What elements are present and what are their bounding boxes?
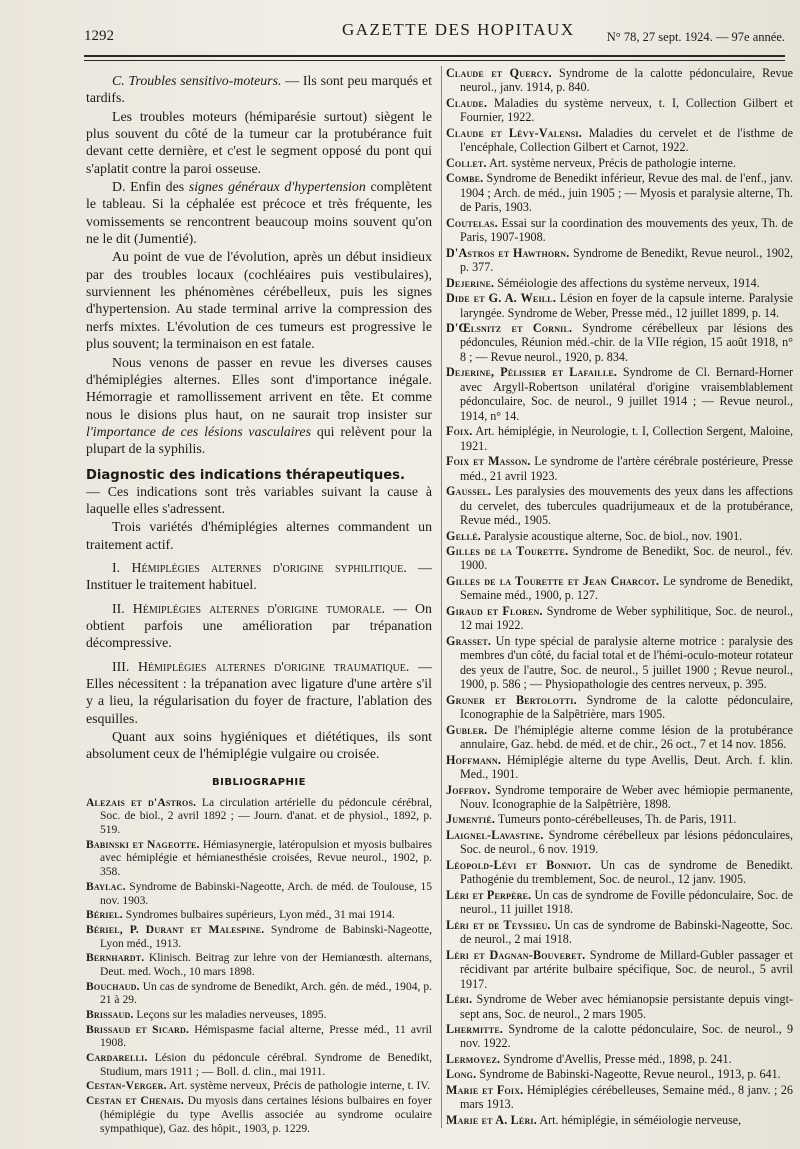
bibliography-entry — [446, 66, 793, 95]
reference-author: Marie et Foix. — [446, 1082, 524, 1097]
reference-author: Gruner et Bertolotti. — [446, 692, 577, 707]
reference-author: Marie et A. Léri. — [446, 1112, 537, 1127]
reference-author: Léri et Perpère. — [446, 887, 532, 902]
reference-text: Syndrome de la calotte pédonculaire, Iconographie de la Salpêtrière, mars 1905. — [460, 692, 793, 722]
paragraph-motor-troubles: Les troubles moteurs (hémiparésie surtout) siègent le plus souvent du côté de la tumeur car la protubérance fuit devant cette dernière, et c'est le segment opposé du pont qui s'aplatit contre la paroi osseuse. — [86, 108, 432, 176]
reference-author: Léri et de Teyssieu. — [446, 917, 551, 932]
bibliography-entry — [446, 246, 793, 275]
bibliography-entry — [446, 828, 793, 857]
reference-text: Syndrome de Millard-Gubler passager et récidivant par artérite bulbaire spécifique, Soc. de neurol., 5 avril 1917. — [460, 947, 794, 991]
reference-text: Hémispasme facial alterne, Presse méd., 11 avril 1908. — [100, 1022, 433, 1050]
reference-text: Le syndrome de l'artère cérébrale postérieure, Presse méd., 21 avril 1923. — [460, 454, 794, 483]
reference-author: Jumentié. — [446, 812, 496, 827]
reference-author: Collet. — [446, 155, 487, 170]
reference-author: Cestan-Verger. — [86, 1079, 167, 1093]
reference-text: Un cas de syndrome de Foville pédonculaire, Soc. de neurol., 11 juillet 1918. — [460, 887, 793, 917]
paragraph-general-signs — [86, 178, 432, 247]
reference-author: Bériel, P. Durant et Malespine. — [86, 922, 265, 936]
reference-text: Art. hémiplégie, in séméiologie nerveuse, — [539, 1112, 742, 1127]
bibliography-entry — [446, 216, 793, 245]
bibliography-entry — [446, 992, 793, 1021]
bibliography-entry — [446, 634, 793, 692]
reference-author: Baylac. — [86, 879, 126, 893]
reference-author: Joffroy. — [446, 782, 491, 797]
reference-text: Hémiplégies cérébelleuses, Semaine méd., 8 janv. ; 26 mars 1913. — [460, 1082, 793, 1112]
reference-author: Claude et Lévy-Valensi. — [446, 125, 582, 140]
reference-author: Hoffmann. — [446, 752, 502, 767]
reference-author: Claude et Quercy. — [446, 66, 552, 80]
reference-author: Gaussel. — [446, 484, 492, 499]
reference-text: Du myosis dans certaines lésions bulbaires en foyer (hémiplégie du type Avellis associée au syndrome oculaire sympathique), Gaz. des hôpit., 1903, p. 1229. — [100, 1094, 432, 1135]
reference-text: Syndrome de Babinski-Nageotte, Arch. de méd. de Toulouse, 15 nov. 1903. — [100, 879, 432, 907]
page-header — [84, 18, 785, 52]
right-column — [441, 66, 793, 1128]
reference-text: Art. système nerveux, Précis de pathologie interne, t. IV. — [169, 1079, 431, 1093]
reference-text: Un cas de syndrome de Babinski-Nageotte, Soc. de neurol., 2 mai 1918. — [460, 917, 793, 947]
reference-text: Syndrome de Weber syphilitique, Soc. de neurol., 12 mai 1922. — [460, 603, 794, 633]
bibliography-entry — [86, 1051, 432, 1078]
bibliography-entry — [446, 888, 793, 917]
item-syphilitic — [86, 559, 432, 594]
bibliography-entry — [446, 96, 793, 125]
bibliography-entry — [86, 796, 432, 837]
reference-author: Long. — [446, 1067, 477, 1082]
left-bibliography — [86, 796, 432, 1136]
reference-text: Syndrome de la calotte pédonculaire, Revue neurol., janv. 1914, p. 840. — [460, 66, 794, 95]
bibliography-entry — [446, 126, 793, 155]
reference-text: Les paralysies des mouvements des yeux dans les affections du cervelet, des tubercules quadrijumeaux et de la protubérance, Revue méd., 1905. — [460, 484, 793, 528]
section-c-heading: C. Troubles sensitivo-moteurs. — [112, 73, 282, 88]
bibliography-title: BIBLIOGRAPHIE — [212, 776, 306, 788]
bibliography-entry — [86, 908, 432, 922]
header-rule-thin — [84, 60, 785, 61]
bibliography-entry — [446, 365, 793, 423]
reference-text: Hémiplégie alterne du type Avellis, Deut. Arch. f. klin. Med., 1901. — [460, 752, 793, 782]
reference-text: Hémiasynergie, latéropulsion et myosis bulbaires avec hémiplégie et hémianesthésie croisées, Revue neurol., 1902, p. 358. — [100, 837, 432, 879]
item-traumatic — [86, 658, 432, 727]
reference-author: D'Œlsnitz et Cornil. — [446, 320, 573, 335]
reference-text: Maladies du système nerveux, t. I, Collection Gilbert et Fournier, 1922. — [460, 95, 793, 125]
reference-text: Syndrome de Babinski-Nageotte, Revue neurol., 1913, p. 641. — [479, 1067, 781, 1082]
bibliography-entry — [86, 880, 432, 907]
reference-author: Bernhardt. — [86, 951, 145, 965]
item1-heading: I. Hémiplégies alternes d'origine syphilitique. — [112, 559, 407, 575]
reference-text: Paralysie acoustique alterne, Soc. de biol., nov. 1901. — [484, 528, 743, 543]
reference-text: Art. système nerveux, Précis de pathologie interne. — [489, 155, 736, 170]
para4-italic: l'importance de ces lésions vasculaires — [86, 423, 311, 439]
reference-author: Brissaud. — [86, 1008, 134, 1022]
bibliography-entry — [86, 980, 432, 1007]
paragraph-evolution: Au point de vue de l'évolution, après un début insidieux par des troubles locaux (cochléaires puis vestibulaires), surviennent les phénomènes cérébelleux, puis les signes d'hypertension. Au stade terminal arrive la compression des nerfs mixtes. L'évolution de ces tumeurs est progressive le plus souvent; la terminaison en est fatale. — [86, 249, 432, 352]
reference-author: Gilles de la Tourette. — [446, 544, 569, 558]
reference-text: Leçons sur les maladies nerveuses, 1895. — [136, 1008, 327, 1022]
bibliography-entry — [446, 529, 793, 543]
reference-text: Lésion du pédoncule cérébral. Syndrome de Benedikt, Studium, mars 1911 ; — Boll. d. clin., mai 1911. — [100, 1051, 432, 1078]
reference-author: Brissaud et Sicard. — [86, 1022, 190, 1036]
bibliography-entry — [446, 858, 793, 887]
reference-author: Dide et G. A. Weill. — [446, 291, 557, 306]
bibliography-entry — [446, 604, 793, 633]
bibliography-entry — [86, 951, 432, 978]
right-bibliography — [446, 66, 793, 1127]
reference-author: Léopold-Lévi et Bonniot. — [446, 857, 592, 872]
bibliography-entry — [446, 156, 793, 170]
bibliography-entry — [446, 321, 793, 364]
bibliography-entry — [446, 1113, 793, 1127]
para4-rest: qui relèvent pour la plupart de la syphilis. — [86, 423, 432, 457]
item1-text: — Instituer le traitement habituel. — [86, 559, 432, 593]
diagnostic-text-2: Trois variétés d'hémiplégies alternes commandent un traitement actif. — [86, 519, 432, 552]
reference-author: Alezais et d'Astros. — [86, 795, 197, 809]
journal-title: GAZETTE DES HOPITAUX — [342, 20, 575, 39]
bibliography-entry — [446, 723, 793, 752]
reference-author: Lhermitte. — [446, 1022, 504, 1036]
reference-author: Giraud et Floren. — [446, 603, 543, 618]
bibliography-entry — [446, 574, 793, 603]
bibliography-entry — [446, 948, 793, 991]
reference-text: Syndromes bulbaires supérieurs, Lyon méd., 31 mai 1914. — [125, 908, 395, 922]
bibliography-entry — [86, 1079, 432, 1093]
bibliography-entry — [446, 291, 793, 320]
reference-author: Babinski et Nageotte. — [86, 837, 200, 851]
bibliography-entry — [446, 484, 793, 527]
reference-text: De l'hémiplégie alterne comme lésion de la protubérance annulaire, Gaz. hebd. de méd. et de chir., 26 oct., 7 et 14 nov. 1856. — [460, 722, 793, 752]
reference-text: Syndrome d'Avellis, Presse méd., 1898, p. 241. — [503, 1051, 732, 1066]
reference-author: Léri. — [446, 992, 473, 1007]
header-rule-thick — [84, 55, 785, 57]
reference-text: Syndrome de Benedikt, Revue neurol., 1902, p. 377. — [460, 245, 794, 275]
item2-text: — On obtient parfois une amélioration par trépanation décompressive. — [86, 600, 432, 651]
reference-author: Claude. — [446, 95, 488, 110]
reference-author: Léri et Dagnan-Bouveret. — [446, 947, 586, 962]
reference-author: Gilles de la Tourette et Jean Charcot. — [446, 573, 660, 588]
bibliography-entry — [86, 923, 432, 950]
bibliography-entry — [86, 838, 432, 879]
reference-author: Laignel-Lavastine. — [446, 827, 544, 842]
reference-author: Combe. — [446, 171, 484, 186]
bibliography-entry — [446, 276, 793, 290]
para2-lead: D. Enfin des — [112, 179, 185, 195]
bibliography-entry — [446, 1022, 793, 1051]
reference-author: D'Astros et Hawthorn. — [446, 245, 570, 260]
reference-author: Grasset. — [446, 633, 492, 648]
issue-info: N° 78, 27 sept. 1924. — 97e année. — [606, 30, 785, 44]
reference-text: Séméiologie des affections du système nerveux, 1914. — [497, 275, 760, 290]
reference-text: Le syndrome de Benedikt, Semaine méd., 1900, p. 127. — [460, 573, 793, 603]
reference-author: Foix. — [446, 424, 473, 439]
reference-author: Dejerine, Pélissier et Lafaille. — [446, 365, 618, 380]
bibliography-entry — [446, 783, 793, 812]
bibliography-entry — [446, 1052, 793, 1066]
section-c-text: — Ils sont peu marqués et tardifs. — [86, 73, 432, 106]
item-tumoral — [86, 600, 432, 652]
left-column — [86, 72, 432, 1136]
reference-text: Syndrome cérébelleux par lésions des pédoncules, Réunion méd.-chir. de la VIIe région, 15 août 1918, n° 8 ; — Revue neurol., 1920, p. 834. — [460, 320, 793, 364]
reference-author: Bouchaud. — [86, 979, 140, 993]
item3-text: — Elles nécessitent : la trépanation avec ligature d'une artère s'il y a lieu, la régularisation du foyer de fracture, l'ablation des esquilles. — [86, 658, 433, 726]
reference-text: Syndrome de la calotte pédonculaire, Soc. de neurol., 9 nov. 1922. — [460, 1022, 793, 1051]
page-number: 1292 — [84, 28, 114, 44]
reference-text: Syndrome cérébelleux par lésions pédonculaires, Soc. de neurol., 6 nov. 1919. — [460, 827, 793, 857]
reference-text: Un cas de syndrome de Benedikt, Arch. gén. de méd., 1904, p. 21 à 29. — [100, 979, 432, 1007]
reference-author: Gellé. — [446, 528, 481, 543]
para2-italic: signes généraux d'hypertension — [188, 179, 366, 195]
reference-author: Bériel. — [86, 908, 123, 922]
bibliography-entry — [446, 424, 793, 453]
bibliography-entry — [446, 753, 793, 782]
reference-text: Syndrome temporaire de Weber avec hémiopie permanente, Nouv. Iconographie de la Salpêtrière, 1898. — [460, 782, 793, 811]
bibliography-entry — [446, 812, 793, 826]
reference-text: Essai sur la coordination des mouvements des yeux, Th. de Paris, 1907-1908. — [460, 215, 793, 245]
reference-author: Gubler. — [446, 722, 488, 737]
reference-text: Un cas de syndrome de Benedikt. Pathogénie du tremblement, Soc. de neurol., 12 janv. 1905. — [460, 857, 793, 887]
reference-text: Syndrome de Cl. Bernard-Horner avec Argyll-Robertson unilatéral d'origine vraisemblablement pédonculaire, Soc. de neurol., 9 juillet 1914 ; — Revue neurol., 1914, n° 14. — [460, 365, 793, 423]
reference-text: Syndrome de Benedikt, Soc. de neurol., fév. 1900. — [460, 544, 793, 573]
reference-author: Coutelas. — [446, 215, 498, 230]
diagnostic-text: — Ces indications sont très variables suivant la cause à laquelle elles s'adressent. — [86, 483, 432, 516]
reference-author: Cestan et Chenais. — [86, 1094, 184, 1108]
reference-author: Foix et Masson. — [446, 454, 531, 469]
bibliography-entry — [446, 454, 793, 483]
bibliography-entry — [446, 1083, 793, 1112]
reference-author: Lermoyez. — [446, 1051, 501, 1066]
reference-text: Syndrome de Weber avec hémianopsie persistante depuis vingt-sept ans, Soc. de neurol., 2 mars 1905. — [460, 992, 793, 1021]
bibliography-entry — [446, 171, 793, 214]
para2-rest: complètent le tableau. Si la céphalée est précoce et très fréquente, les vomissements se rencontrent beaucoup moins souvent qu'on ne le dit (Jumentié). — [86, 179, 433, 247]
reference-author: Dejerine. — [446, 275, 495, 290]
reference-text: La circulation artérielle du pédoncule cérébral, Soc. de biol., 2 avril 1892 ; — Journ. d'anat. et de physiol., 1892, p. 519. — [100, 795, 433, 837]
item2-heading: II. Hémiplégies alternes d'origine tumorale. — [112, 600, 386, 616]
reference-text: Klinisch. Beitrag zur lehre von der Hemianœsth. alternans, Deut. med. Woch., 10 mars 1898. — [100, 951, 432, 978]
reference-author: Cardarelli. — [86, 1051, 148, 1065]
bibliography-entry — [446, 693, 793, 722]
bibliography-entry — [446, 1067, 793, 1081]
reference-text: Un type spécial de paralysie alterne motrice : paralysie des membres d'un côté, du facial total et de l'hémi-oculo-moteur rotateur des yeux de l'autre, Soc. de neurol., 5 juillet 1900 ; Revue neurol., 1900, p. 586 ; — Physiopathologie des centres nerveux, p. 395. — [460, 633, 793, 692]
para4-lead: Nous venons de passer en revue les diverses causes d'hémiplégies alternes. Elles sont d'importance inégale. Hémorragie et ramollissement arrivent en tête. Et comme nous le disions plus haut, on ne saurait trop insister sur — [86, 354, 432, 422]
bibliography-entry — [86, 1008, 432, 1022]
paragraph-causes — [86, 354, 432, 458]
bibliography-entry — [86, 1023, 432, 1050]
reference-text: Lésion en foyer de la capsule interne. Paralysie laryngée. Syndrome de Weber, Presse méd., 12 juillet 1899, p. 14. — [460, 291, 793, 320]
reference-text: Maladies du cervelet et de l'isthme de l'encéphale, Collection Gilbert et Carnot, 1922. — [460, 125, 793, 155]
bibliography-entry — [446, 918, 793, 947]
diagnostic-heading: Diagnostic des indications thérapeutiques. — [86, 467, 405, 483]
bibliography-entry — [446, 544, 793, 573]
reference-text: Tumeurs ponto-cérébelleuses, Th. de Paris, 1911. — [497, 812, 737, 827]
bibliography-entry — [86, 1094, 432, 1135]
reference-text: Syndrome de Benedikt inférieur, Revue des mal. de l'enf., janv. 1904 ; Arch. de méd., juin 1905 ; — Myosis et paralysie alterne, Th. de Paris, 1903. — [460, 171, 793, 215]
paragraph-hygiene: Quant aux soins hygiéniques et diététiques, ils sont absolument ceux de l'hémiplégie vulgaire ou croisée. — [86, 729, 432, 762]
section-c — [86, 72, 432, 107]
reference-text: Art. hémiplégie, in Neurologie, t. I, Collection Sergent, Maloine, 1921. — [460, 424, 794, 453]
item3-heading: III. Hémiplégies alternes d'origine traumatique. — [112, 658, 410, 674]
reference-text: Syndrome de Babinski-Nageotte, Lyon méd., 1913. — [100, 922, 432, 950]
